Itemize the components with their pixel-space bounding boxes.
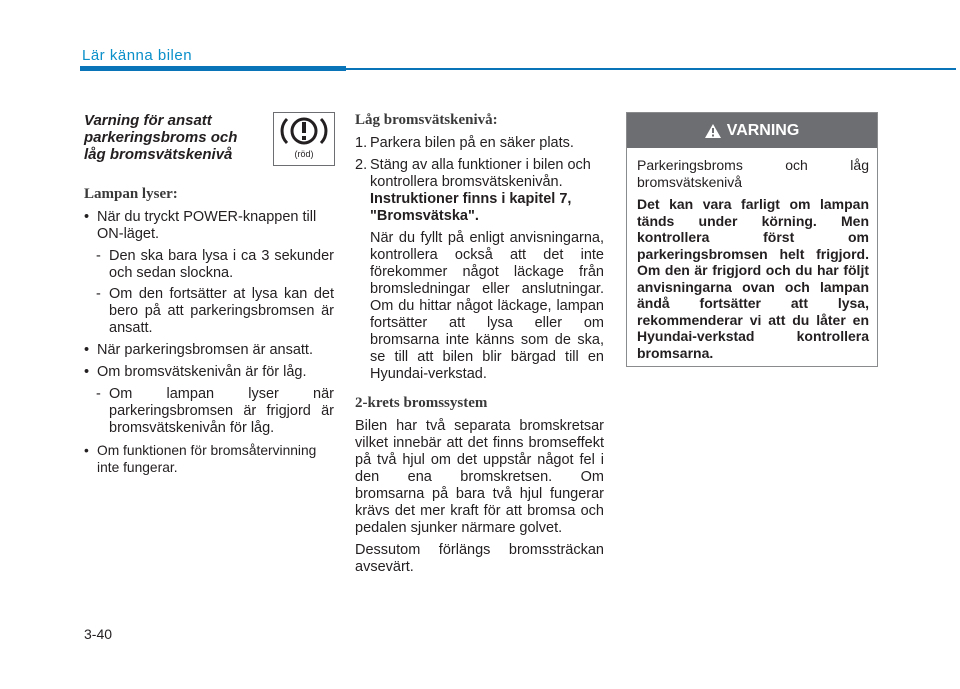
- step-2-instruction: Instruktioner finns i kapitel 7, "Bromsvätska".: [370, 191, 572, 224]
- page-number: 3-40: [84, 626, 113, 642]
- list-item: • När du tryckt POWER-knappen till ON-läget.: [84, 209, 334, 243]
- warning-light-title-line: parkeringsbroms och: [84, 129, 238, 146]
- warning-light-title: [84, 112, 264, 163]
- icon-color-label: (röd): [294, 149, 314, 159]
- warning-box-text: Det kan vara farligt om lampan tänds under körning. Men kontrollera först om parkeringsbromsen helt frigjord. Om den är frigjord och du har följt anvisningarna ovan och lampan ändå fortsätter att lysa, rekommenderar vi att du låter en Hyundai-verkstad kontrollera bromsarna.: [637, 196, 869, 361]
- warning-label: VARNING: [726, 121, 800, 139]
- warning-light-title-line: låg bromsvätskenivå: [84, 146, 233, 163]
- middle-column: [355, 112, 604, 576]
- brake-warning-icon: [274, 113, 334, 149]
- list-item: - Den ska bara lysa i ca 3 sekunder och sedan slockna.: [96, 248, 334, 281]
- warning-box-title: Parkeringsbroms och låg bromsvätskenivå: [637, 157, 869, 190]
- warning-light-title-line: Varning för ansatt: [84, 112, 212, 129]
- list-item: • Om bromsvätskenivån är för låg.: [84, 364, 334, 381]
- section-title: Lär känna bilen: [82, 47, 193, 64]
- header-rule-thick: [80, 66, 346, 71]
- left-column: [84, 186, 334, 476]
- step-2: 2. Stäng av alla funktioner i bilen och kontrollera bromsvätskenivån.: [355, 157, 591, 190]
- dual-circuit-paragraph: Bilen har två separata bromskretsar vilket innebär att det finns bromseffekt på två hjul om det uppstår något fel i den ena bromskretsen. Om bromsarna på bara två hjul fungerar krävs det mer kraft för att bromsa och pedalen sjunker närmare golvet.: [355, 418, 604, 536]
- braking-distance-paragraph: Dessutom förlängs bromssträckan avsevärt.: [355, 542, 604, 575]
- warning-triangle-icon: [705, 124, 721, 138]
- step-2-paragraph: När du fyllt på enligt anvisningarna, kontrollera också att det inte förekommer något läckage från bromsledningar eller anslutningar. Om du hittar något läckage, lampan fortsätter att lysa eller om bromsarna inte känns som de ska, se till att bilen blir bärgad till en Hyundai-verkstad.: [370, 230, 604, 382]
- warning-box-body: [637, 157, 869, 367]
- warning-box-header: [627, 113, 877, 148]
- list-item: - Om lampan lyser när parkeringsbromsen är frigjord är bromsvätskenivån för låg.: [96, 386, 334, 436]
- lamp-heading: Lampan lyser:: [84, 186, 178, 202]
- brake-warning-icon-box: [273, 112, 335, 166]
- header-rule-thin: [346, 68, 956, 70]
- list-item: - Om den fortsätter at lysa kan det bero på att parkeringsbromsen är ansatt.: [96, 286, 334, 336]
- step-1: 1. Parkera bilen på en säker plats.: [355, 135, 574, 151]
- low-fluid-heading: Låg bromsvätskenivå:: [355, 112, 498, 128]
- warning-box: [626, 112, 878, 367]
- list-item: • Om funktionen för bromsåtervinning inte fungerar.: [84, 442, 334, 476]
- list-item: • När parkeringsbromsen är ansatt.: [84, 342, 334, 359]
- dual-circuit-heading: 2-krets bromssystem: [355, 395, 488, 411]
